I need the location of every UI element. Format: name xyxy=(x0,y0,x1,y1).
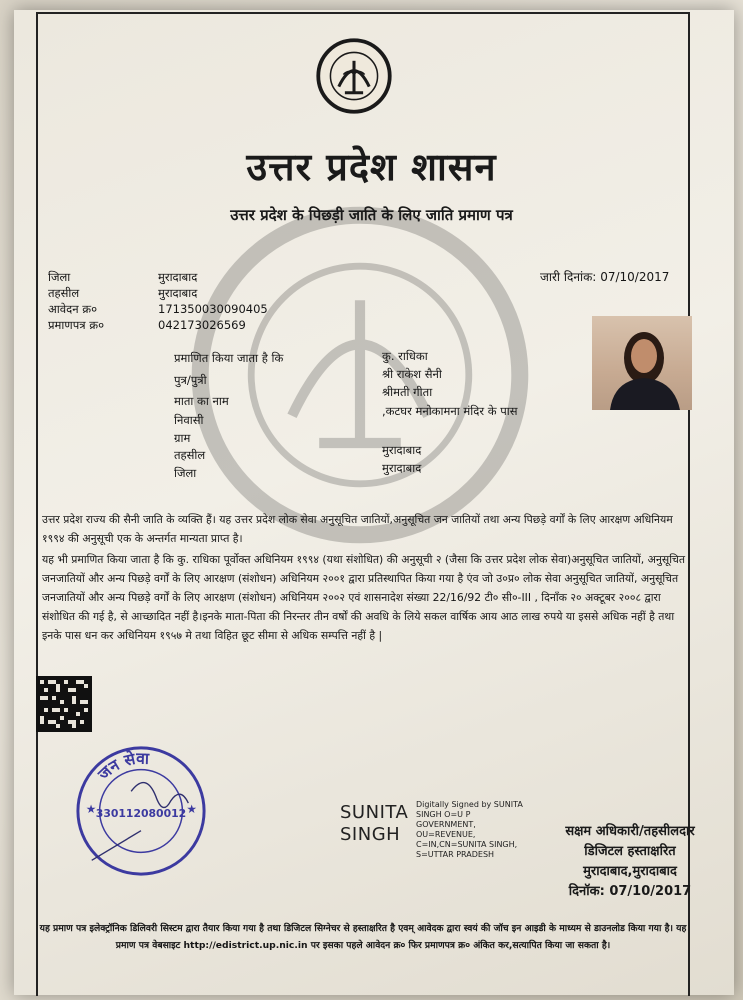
issue-date-label: जारी दिनांक: xyxy=(540,270,597,284)
field-label-tehsil: तहसील xyxy=(48,286,80,300)
stamp-number: 330112080012 xyxy=(95,806,187,820)
officer-digital-signed: डिजिटल हस्ताक्षरित xyxy=(584,844,676,859)
issue-date xyxy=(540,268,669,285)
certify-label-1: पुत्र/पुत्री xyxy=(174,373,207,387)
digital-signature-details: Digitally Signed by SUNITA SINGH O=U P GOVERNMENT, OU=REVENUE, C=IN,CN=SUNITA SINGH, S=UTTAR PRADESH xyxy=(416,800,523,859)
signer-name xyxy=(340,802,408,846)
applicant-photo xyxy=(592,316,692,410)
issue-date-value: 07/10/2017 xyxy=(600,270,670,284)
certify-label-6: जिला xyxy=(174,466,197,480)
certificate-subtitle: उत्तर प्रदेश के पिछड़ी जाति के लिए जाति प्रमाण पत्र xyxy=(230,206,513,224)
certify-label-0: प्रमाणित किया जाता है कि xyxy=(174,351,284,365)
page-title: उत्तर प्रदेश शासन xyxy=(246,144,497,189)
certify-value-tehsil: मुरादाबाद xyxy=(382,443,422,457)
field-label-district: जिला xyxy=(48,270,71,284)
certify-label-4: ग्राम xyxy=(174,431,191,445)
jan-seva-stamp-icon xyxy=(72,742,210,880)
field-value-district: मुरादाबाद xyxy=(158,270,198,284)
footer-note: यह प्रमाण पत्र इलेक्ट्रॉनिक डिलिवरी सिस्टम द्वारा तैयार किया गया है तथा डिजिटल सिग्नेचर से हस्ताक्षरित है एवम् आवेदक द्वारा स्वयं की जॉच इन आइडी के माध्यम से डाउनलोड किया गया है। यह प्रमाण पत्र वेबसाइट http://edistrict.up.nic.in पर इसका पहले आवेदन क्र० फिर प्रमाणपत्र क्र० अंकित कर,सत्यापित किया जा सकता है। xyxy=(39,923,687,951)
state-emblem-icon xyxy=(316,38,392,114)
signer-first-name: SUNITA xyxy=(340,802,409,823)
certify-label-3: निवासी xyxy=(174,413,204,427)
stamp-top-text: जन सेवा xyxy=(94,748,150,784)
field-value-tehsil: मुरादाबाद xyxy=(158,286,198,300)
qr-code-icon xyxy=(36,676,92,732)
certify-label-5: तहसील xyxy=(174,448,206,462)
field-label-certificate-no: प्रमाणपत्र क्र० xyxy=(48,318,105,332)
watermark-emblem-icon xyxy=(190,205,530,545)
signer-last-name: SINGH xyxy=(340,824,401,845)
field-value-application-no: 171350030090405 xyxy=(158,302,268,316)
emblem-text xyxy=(0,0,7,1)
certify-value-mother: श्रीमती गीता xyxy=(382,385,433,399)
field-label-application-no: आवेदन क्र० xyxy=(48,302,98,316)
certify-value-district: मुरादाबाद xyxy=(382,461,422,475)
certify-value-name: कु. राधिका xyxy=(382,349,428,363)
svg-text:जन सेवा xyxy=(93,748,150,784)
certification-paragraph: यह भी प्रमाणित किया जाता है कि कु. राधिका पूर्वोक्त अधिनियम १९९४ (यथा संशोधित) की अनुसूची २ (जैसा कि उत्तर प्रदेश लोक सेवा)अनुसूचित जातियों, अनुसूचित जनजातियों और अन्य पिछड़े वर्गों के लिए आरक्षण (संशोधन) अधिनियम २००१ द्वारा प्रतिस्थापित किया गया है एंव जो उ०प्र० लोक सेवा अनुसूचित जातियों, अनुसूचित जनजातियों और अन्य पिछड़े वर्गों के लिए आरक्षण (संशोधन) अधिनियम २००२ एवं शासनादेश संख्या 22/16/92 टी० सी०-III , दिनॉंक २० अक्टूबर २००८ द्वारा संशोधित की गई है, से आच्छादित नहीं है।इनके माता-पिता की निरन्तर तीन वर्षों की अवधि के लिये सकल वार्षिक आय आठ लाख रुपये या इससे अधिक नहीं है तथा इनके पास धन कर अधिनियम १९५७ मे तथा विहित छूट सीमा से अधिक सम्पत्ति नहीं है | xyxy=(42,553,685,642)
certify-value-father: श्री राकेश सैनी xyxy=(382,367,442,381)
svg-text:★: ★ xyxy=(85,801,97,816)
officer-location: मुरादाबाद,मुरादाबाद xyxy=(583,864,677,879)
svg-text:★: ★ xyxy=(186,801,197,816)
officer-date: दिनॉक: 07/10/2017 xyxy=(568,884,692,899)
certify-value-address: ,कटघर मनोकामना मंदिर के पास xyxy=(382,404,518,418)
caste-paragraph: उत्तर प्रदेश राज्य की सैनी जाति के व्यक्ति हैं। यह उत्तर प्रदेश लोक सेवा अनुसूचित जातियों,अनुसूचित जन जातियों तथा अन्य पिछड़े वर्गों के लिए आरक्षण अधिनियम १९९४ की अनुसूची एक के अन्तर्गत मान्यता प्राप्त है। xyxy=(42,513,673,545)
certify-label-2: माता का नाम xyxy=(174,394,229,408)
field-value-certificate-no: 042173026569 xyxy=(158,318,246,332)
officer-designation: सक्षम अधिकारी/तहसीलदार xyxy=(565,824,695,839)
